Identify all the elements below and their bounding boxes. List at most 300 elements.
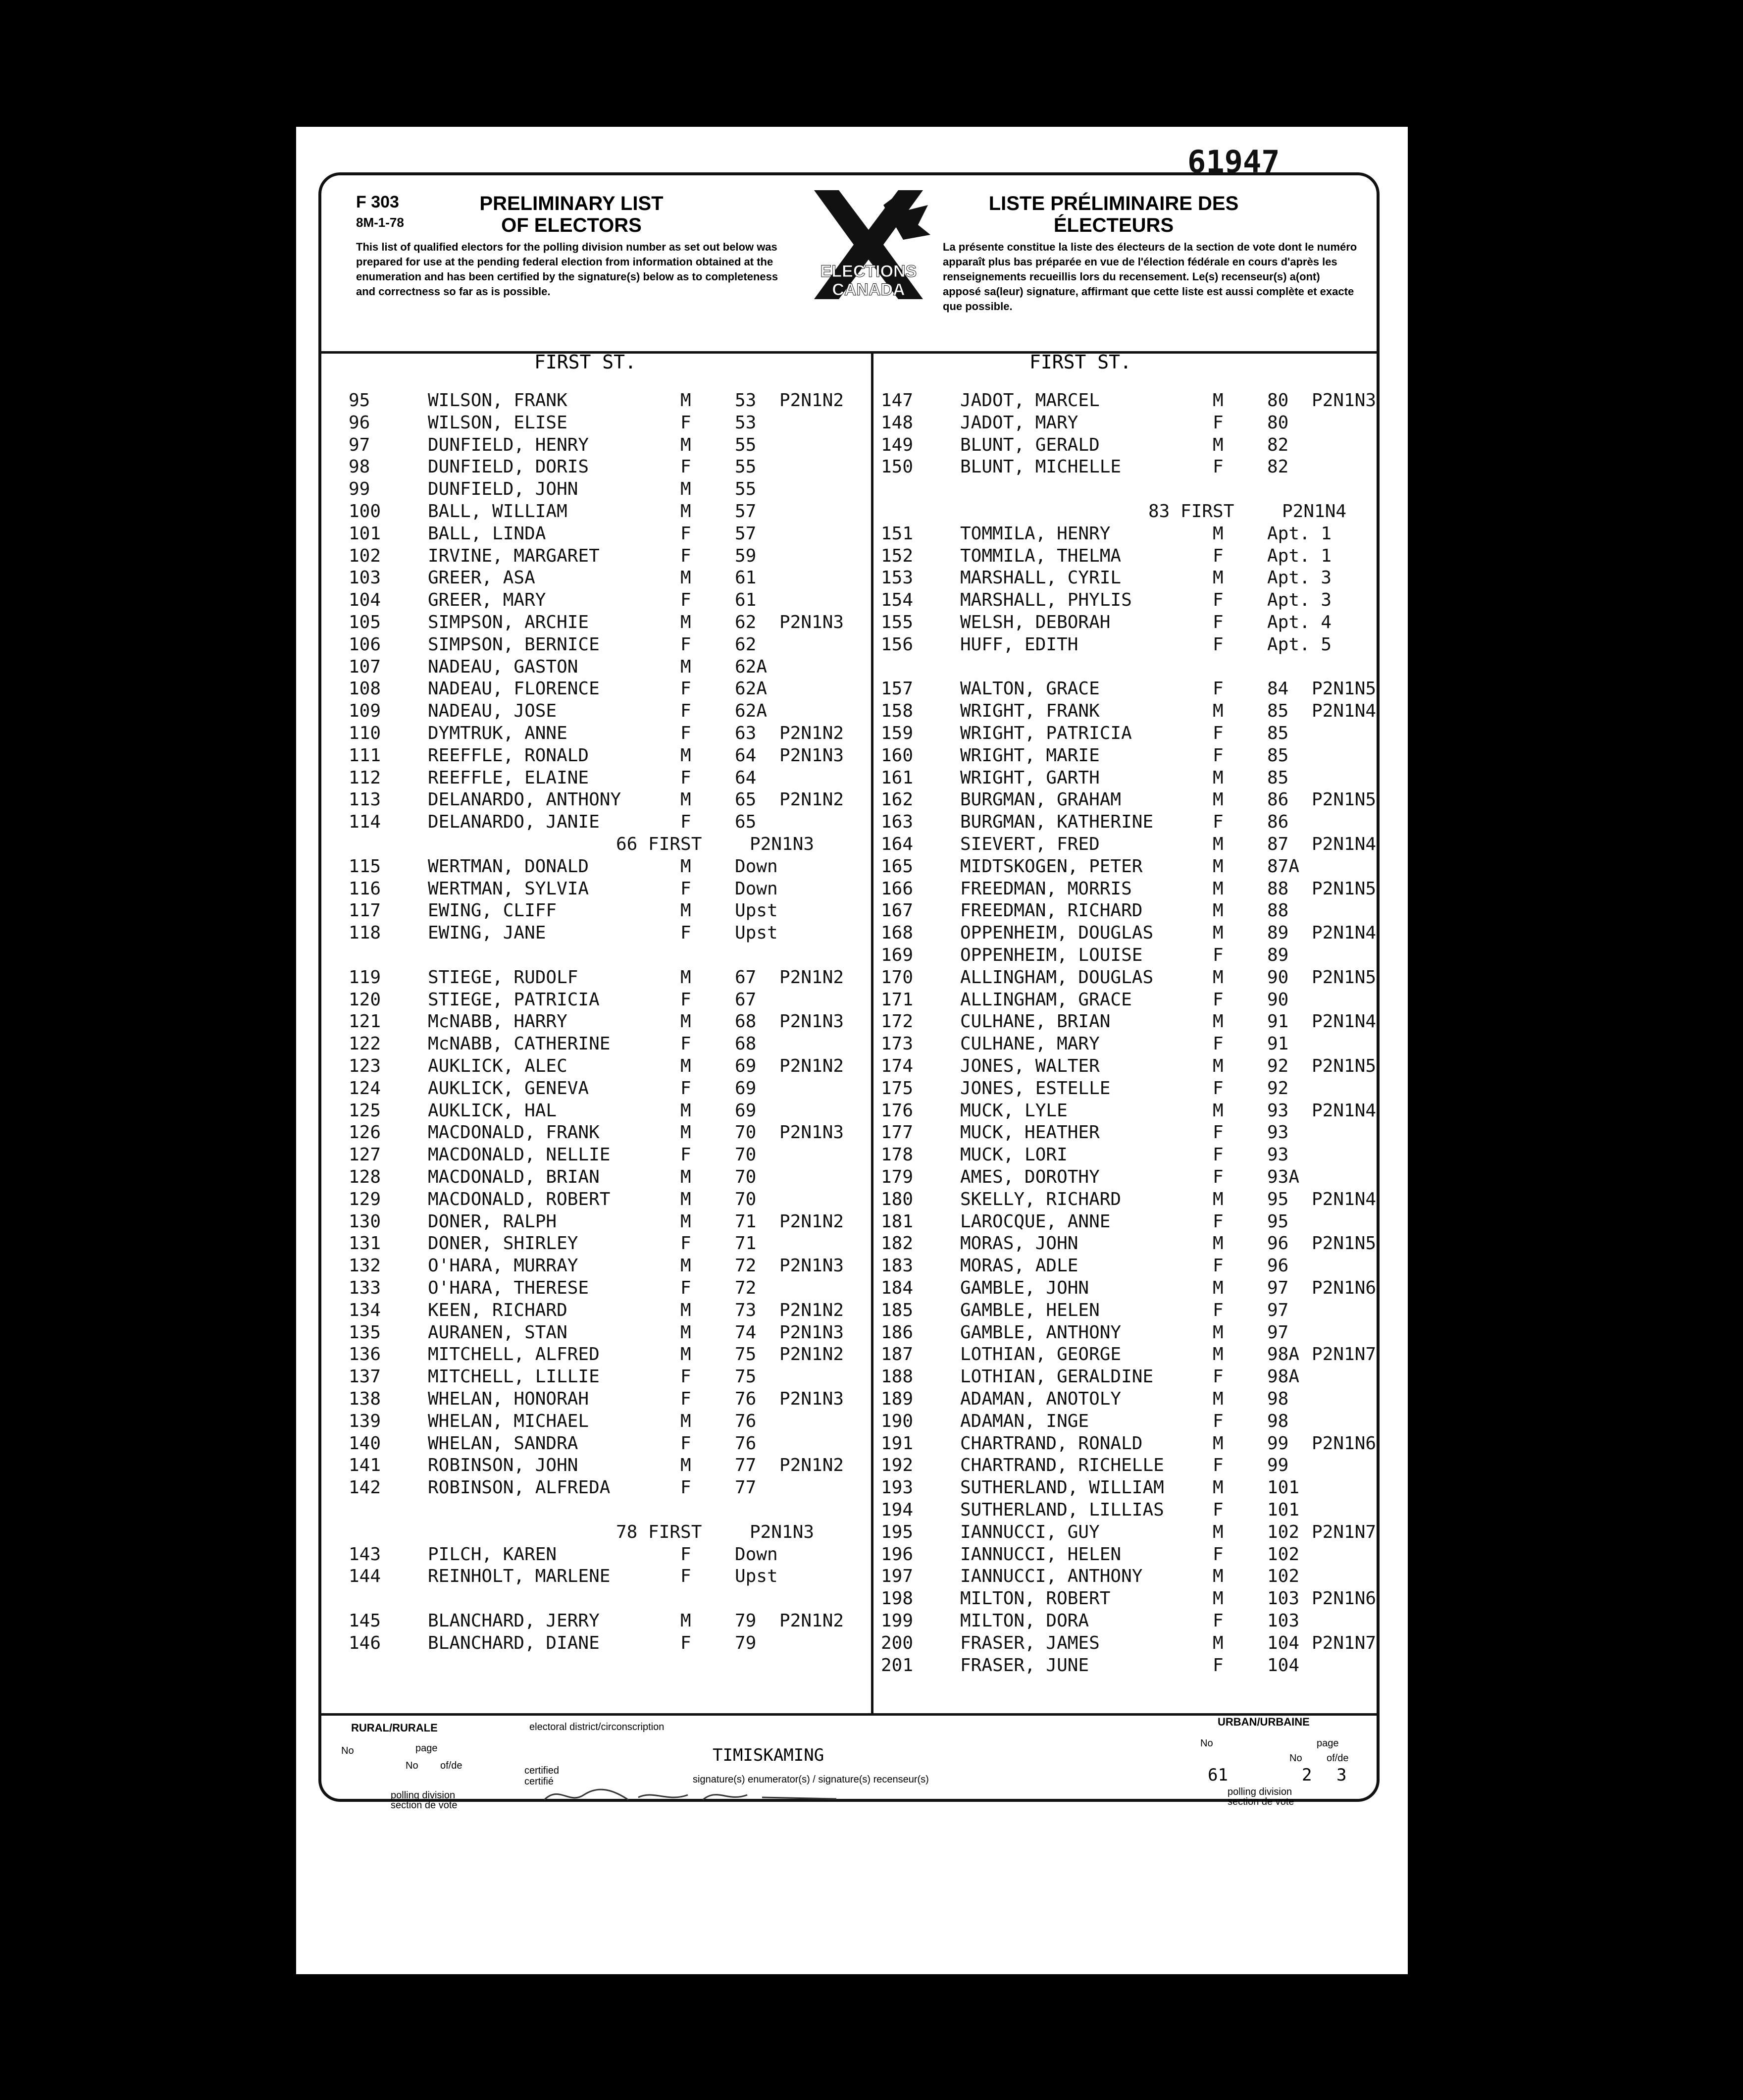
elector-name: JADOT, MARY [960,412,1078,433]
elector-number: 185 [881,1300,914,1320]
elector-number: 166 [881,878,914,899]
elector-number: 189 [881,1389,914,1409]
elector-number: 151 [881,523,914,544]
elector-number: 155 [881,612,914,632]
postal-code: P2N1N4 [1312,1011,1377,1032]
elector-row [349,656,859,678]
elector-row [881,634,1391,656]
address-header [881,501,1391,523]
elector-address: 61 [735,590,757,611]
elector-name: MUCK, HEATHER [960,1122,1100,1143]
elector-name: MILTON, DORA [960,1611,1089,1631]
postal-code: P2N1N6 [1312,1433,1377,1454]
urban-page-no-label: No [1289,1753,1302,1764]
elector-number: 120 [349,989,381,1010]
elector-number: 183 [881,1256,914,1276]
elector-address: 63 [735,723,757,743]
elector-address: 87 [1267,834,1289,854]
elector-name: MARSHALL, CYRIL [960,568,1122,588]
elector-address: 70 [735,1189,757,1209]
rural-page-no-label: No [406,1760,418,1771]
elector-sex: M [1213,834,1224,854]
elector-name: MACDONALD, FRANK [428,1122,600,1143]
elector-sex: F [1213,1256,1224,1276]
elector-name: WRIGHT, PATRICIA [960,723,1132,743]
elector-name: SIMPSON, BERNICE [428,634,600,655]
elector-sex: M [1213,701,1224,722]
elector-sex: M [680,1189,691,1209]
postal-code: P2N1N5 [1312,1233,1377,1254]
elector-address: 80 [1267,412,1289,433]
elector-number: 98 [349,457,370,477]
elector-row [881,1655,1391,1677]
elector-number: 178 [881,1145,914,1165]
elector-name: MORAS, JOHN [960,1233,1078,1254]
elector-sex: M [680,900,691,921]
elector-name: REINHOLT, MARLENE [428,1566,611,1587]
elector-address: Upst [735,923,778,944]
elector-sex: M [1213,923,1224,944]
elector-address: 67 [735,989,757,1010]
elector-sex: M [1213,1433,1224,1454]
elector-name: WELSH, DEBORAH [960,612,1111,632]
elector-name: PILCH, KAREN [428,1544,557,1565]
elector-number: 177 [881,1122,914,1143]
elector-name: WRIGHT, MARIE [960,745,1100,766]
elector-number: 174 [881,1056,914,1076]
elector-sex: F [1213,812,1224,833]
elector-address: 93 [1267,1145,1289,1165]
elector-address: 76 [735,1389,757,1409]
elector-name: FREEDMAN, RICHARD [960,900,1143,921]
address-label: 83 FIRST [1148,501,1234,522]
elector-address: 75 [735,1366,757,1387]
elector-name: SUTHERLAND, WILLIAM [960,1477,1164,1498]
elector-address: 99 [1267,1455,1289,1476]
elector-row [881,900,1391,922]
elector-sex: F [1213,1411,1224,1431]
elector-number: 139 [349,1411,381,1431]
elector-sex: M [680,434,691,455]
postal-code: P2N1N2 [779,1344,844,1365]
elector-name: WILSON, FRANK [428,390,567,411]
street-right: FIRST ST. [1029,351,1131,373]
elector-address: 97 [1267,1300,1289,1320]
elector-number: 141 [349,1455,381,1476]
postal-code: P2N1N3 [750,1522,815,1542]
postal-code: P2N1N2 [779,1300,844,1320]
urban-polling-label: polling division [1228,1786,1292,1797]
elector-sex: M [1213,523,1224,544]
postal-code: P2N1N2 [779,1455,844,1476]
elector-address: 53 [735,390,757,411]
elector-address: 68 [735,1011,757,1032]
elector-sex: F [680,1034,691,1054]
elector-sex: F [680,1366,691,1387]
postal-code: P2N1N5 [1312,1056,1377,1076]
elector-name: SKELLY, RICHARD [960,1189,1122,1209]
elector-name: JONES, WALTER [960,1056,1100,1076]
postal-code: P2N1N3 [750,834,815,854]
elector-name: IANNUCCI, GUY [960,1522,1100,1542]
elector-name: DYMTRUK, ANNE [428,723,567,743]
elector-row [349,1477,859,1499]
elector-name: SIMPSON, ARCHIE [428,612,589,632]
elector-address: 72 [735,1256,757,1276]
elector-sex: F [680,878,691,899]
elector-row [349,1322,859,1344]
elector-number: 132 [349,1256,381,1276]
elector-row [349,1411,859,1432]
postal-code: P2N1N2 [779,1056,844,1076]
elector-row [349,900,859,922]
elector-sex: M [1213,856,1224,877]
elector-row [881,967,1391,989]
elector-address: 77 [735,1455,757,1476]
elector-row [881,1033,1391,1055]
elector-name: WALTON, GRACE [960,679,1100,699]
elector-sex: F [1213,1544,1224,1565]
elector-sex: M [680,656,691,677]
elector-address: 82 [1267,434,1289,455]
elector-name: IANNUCCI, HELEN [960,1544,1122,1565]
page-total: 3 [1336,1765,1347,1785]
document-sheet [296,127,1408,1974]
elector-row [349,545,859,567]
elector-name: KEEN, RICHARD [428,1300,567,1320]
elector-sex: F [680,923,691,944]
urban-no-label: No [1200,1738,1213,1749]
elector-name: ALLINGHAM, GRACE [960,989,1132,1010]
elector-name: SIEVERT, FRED [960,834,1100,854]
elector-number: 158 [881,701,914,722]
elector-number: 108 [349,679,381,699]
elector-row [881,1100,1391,1122]
elector-address: 68 [735,1034,757,1054]
elector-name: BLUNT, MICHELLE [960,457,1122,477]
elector-name: DUNFIELD, JOHN [428,479,578,500]
elector-number: 143 [349,1544,381,1565]
elector-sex: F [1213,1300,1224,1320]
elector-sex: M [680,1322,691,1343]
elector-address: 98 [1267,1411,1289,1431]
elector-row [349,878,859,900]
elector-name: FRASER, JUNE [960,1655,1089,1676]
elector-address: 86 [1267,812,1289,833]
elector-name: DELANARDO, ANTHONY [428,789,621,810]
postal-code: P2N1N3 [779,1322,844,1343]
elector-row [349,1033,859,1055]
elector-address: 85 [1267,767,1289,788]
elector-name: ADAMAN, INGE [960,1411,1089,1431]
elector-number: 142 [349,1477,381,1498]
elector-address: 104 [1267,1632,1300,1653]
elector-address: 85 [1267,701,1289,722]
elector-row [881,856,1391,878]
elector-name: BLANCHARD, DIANE [428,1632,600,1653]
elector-row [881,545,1391,567]
elector-address: 90 [1267,989,1289,1010]
elector-row [349,1255,859,1277]
elector-row [881,1233,1391,1255]
elector-sex: M [680,1256,691,1276]
elector-address: 76 [735,1411,757,1431]
elector-row [881,1388,1391,1410]
postal-code: P2N1N3 [779,745,844,766]
elector-row [349,723,859,744]
address-header [349,1522,859,1543]
elector-address: 71 [735,1233,757,1254]
elector-name: AUKLICK, GENEVA [428,1078,589,1099]
elector-name: JADOT, MARCEL [960,390,1100,411]
elector-sex: M [1213,878,1224,899]
elector-name: REEFFLE, RONALD [428,745,589,766]
form-footer [321,1713,1377,1811]
elector-number: 193 [881,1477,914,1498]
elector-sex: M [680,390,691,411]
elector-row [349,767,859,789]
elector-row [881,767,1391,789]
elector-name: GAMBLE, JOHN [960,1278,1089,1298]
elector-row [349,1566,859,1587]
elector-number: 145 [349,1611,381,1631]
rural-label: RURAL/RURALE [351,1722,438,1734]
elector-row [881,811,1391,833]
elector-sex: F [1213,612,1224,632]
elector-sex: M [680,612,691,632]
elector-address: Apt. 1 [1267,523,1332,544]
document-number: 61947 [1187,144,1280,180]
elector-sex: F [680,1566,691,1587]
elector-address: 74 [735,1322,757,1343]
elector-name: WILSON, ELISE [428,412,567,433]
elector-name: JONES, ESTELLE [960,1078,1111,1099]
elector-row [881,1189,1391,1210]
elector-address: 89 [1267,923,1289,944]
elector-row [349,478,859,500]
elector-name: HUFF, EDITH [960,634,1078,655]
elector-address: 101 [1267,1477,1300,1498]
elector-row [881,789,1391,811]
elector-sex: F [1213,545,1224,566]
elector-sex: M [1213,1389,1224,1409]
elector-address: 73 [735,1300,757,1320]
elector-row [881,1344,1391,1365]
elector-number: 188 [881,1366,914,1387]
address-label: 66 FIRST [616,834,702,854]
elector-name: WERTMAN, DONALD [428,856,589,877]
elector-sex: F [1213,1211,1224,1232]
elector-name: CULHANE, MARY [960,1034,1100,1054]
elector-address: 93 [1267,1122,1289,1143]
elector-row [881,1122,1391,1144]
elector-row [349,390,859,412]
elector-number: 198 [881,1588,914,1609]
elector-address: 55 [735,434,757,455]
elector-sex: F [1213,1611,1224,1631]
elector-number: 181 [881,1211,914,1232]
postal-code: P2N1N6 [1312,1278,1377,1298]
elector-number: 110 [349,723,381,743]
title-english: PRELIMINARY LIST OF ELECTORS [479,193,664,236]
elector-name: GREER, ASA [428,568,535,588]
elector-sex: M [680,1300,691,1320]
elector-number: 140 [349,1433,381,1454]
elector-row [881,1300,1391,1321]
elector-sex: F [680,1233,691,1254]
elector-name: MACDONALD, NELLIE [428,1145,611,1165]
elector-number: 195 [881,1522,914,1542]
elector-number: 173 [881,1034,914,1054]
elector-address: 92 [1267,1056,1289,1076]
elector-sex: M [1213,1588,1224,1609]
elector-number: 138 [349,1389,381,1409]
elector-name: BLANCHARD, JERRY [428,1611,600,1631]
elector-row [349,856,859,878]
postal-code: P2N1N3 [1312,390,1377,411]
elector-sex: M [680,789,691,810]
elector-row [881,1011,1391,1033]
elector-address: 101 [1267,1500,1300,1520]
elector-name: NADEAU, GASTON [428,656,578,677]
elector-row [881,723,1391,744]
urban-page-label: page [1317,1738,1339,1749]
elector-address: 62A [735,679,768,699]
elector-row [349,789,859,811]
elector-address: 62 [735,634,757,655]
elector-name: NADEAU, FLORENCE [428,679,600,699]
elector-address: 75 [735,1344,757,1365]
elector-sex: F [1213,1455,1224,1476]
elector-sex: M [1213,1011,1224,1032]
intro-french: La présente constitue la liste des électeurs de la section de vote dont le numéro apparaît plus bas préparée en vue de l'élection fédérale en cours d'après les renseignements recueillis lors du recensement. Le(s) recenseur(s) a(ont) apposé sa(leur) signature, affirmant que cette liste est aussi complète et exacte que possible. [943,241,1357,313]
elector-row [881,1455,1391,1476]
elector-number: 159 [881,723,914,743]
elector-row [349,1610,859,1632]
elector-number: 123 [349,1056,381,1076]
elector-number: 122 [349,1034,381,1054]
postal-code: P2N1N3 [779,1389,844,1409]
elector-address: 102 [1267,1544,1300,1565]
rural-polling-label-fr: section de vote [391,1800,458,1811]
elector-address: Upst [735,1566,778,1587]
elector-row [349,1122,859,1144]
elector-row [349,1055,859,1077]
elector-number: 170 [881,967,914,988]
elector-name: MACDONALD, BRIAN [428,1167,600,1187]
elector-address: 80 [1267,390,1289,411]
postal-code: P2N1N3 [779,1256,844,1276]
elector-name: DUNFIELD, DORIS [428,457,589,477]
elector-address: 61 [735,568,757,588]
form-code: 8M-1-78 [356,215,404,230]
urban-polling-label-fr: section de vote [1228,1796,1294,1807]
elector-sex: F [1213,679,1224,699]
elector-sex: M [680,479,691,500]
elector-sex: M [1213,1566,1224,1587]
elector-sex: M [1213,1322,1224,1343]
elector-sex: F [680,1389,691,1409]
elector-name: WRIGHT, GARTH [960,767,1100,788]
elector-row [881,390,1391,412]
elector-sex: M [1213,434,1224,455]
elector-sex: M [1213,568,1224,588]
elector-name: ALLINGHAM, DOUGLAS [960,967,1154,988]
elector-address: 62 [735,612,757,632]
elector-name: CULHANE, BRIAN [960,1011,1111,1032]
elector-sex: F [680,679,691,699]
elector-name: EWING, CLIFF [428,900,557,921]
elector-number: 115 [349,856,381,877]
elector-name: McNABB, HARRY [428,1011,567,1032]
rural-page-label: page [415,1743,438,1754]
elector-number: 161 [881,767,914,788]
elector-number: 135 [349,1322,381,1343]
elector-row [349,589,859,611]
elector-address: 59 [735,545,757,566]
elector-row [349,1166,859,1188]
elector-row [349,700,859,722]
elector-number: 106 [349,634,381,655]
elector-number: 168 [881,923,914,944]
elector-row [349,1300,859,1321]
postal-code: P2N1N5 [1312,878,1377,899]
elector-address: 70 [735,1122,757,1143]
elector-row [881,989,1391,1011]
elector-sex: M [1213,1477,1224,1498]
svg-text:ELECTIONS: ELECTIONS [820,262,917,281]
elector-number: 96 [349,412,370,433]
elector-address: 102 [1267,1566,1300,1587]
postal-code: P2N1N5 [1312,789,1377,810]
elector-number: 95 [349,390,370,411]
elector-address: 82 [1267,457,1289,477]
elector-sex: F [1213,590,1224,611]
elector-name: BLUNT, GERALD [960,434,1100,455]
elector-name: AUKLICK, HAL [428,1100,557,1121]
elector-address: Apt. 4 [1267,612,1332,632]
elector-number: 197 [881,1566,914,1587]
elector-row [349,567,859,589]
elector-sex: F [1213,745,1224,766]
elector-address: 90 [1267,967,1289,988]
elector-row [881,1144,1391,1166]
address-header [349,834,859,855]
elector-number: 148 [881,412,914,433]
elector-sex: F [1213,723,1224,743]
elector-number: 136 [349,1344,381,1365]
postal-code: P2N1N2 [779,789,844,810]
elector-name: NADEAU, JOSE [428,701,557,722]
elector-address: 98 [1267,1389,1289,1409]
elector-sex: M [1213,789,1224,810]
postal-code: P2N1N4 [1282,501,1347,522]
elector-sex: F [1213,945,1224,965]
elector-row [881,1211,1391,1233]
elector-sex: M [680,1455,691,1476]
elector-name: EWING, JANE [428,923,546,944]
elector-name: WHELAN, SANDRA [428,1433,578,1454]
elector-number: 144 [349,1566,381,1587]
rural-polling-label: polling division [391,1790,456,1801]
elector-name: AMES, DOROTHY [960,1167,1100,1187]
elector-sex: F [1213,1167,1224,1187]
elector-row [881,945,1391,966]
elector-row [349,678,859,700]
elector-address: 97 [1267,1322,1289,1343]
elector-address: 97 [1267,1278,1289,1298]
elector-name: MACDONALD, ROBERT [428,1189,611,1209]
